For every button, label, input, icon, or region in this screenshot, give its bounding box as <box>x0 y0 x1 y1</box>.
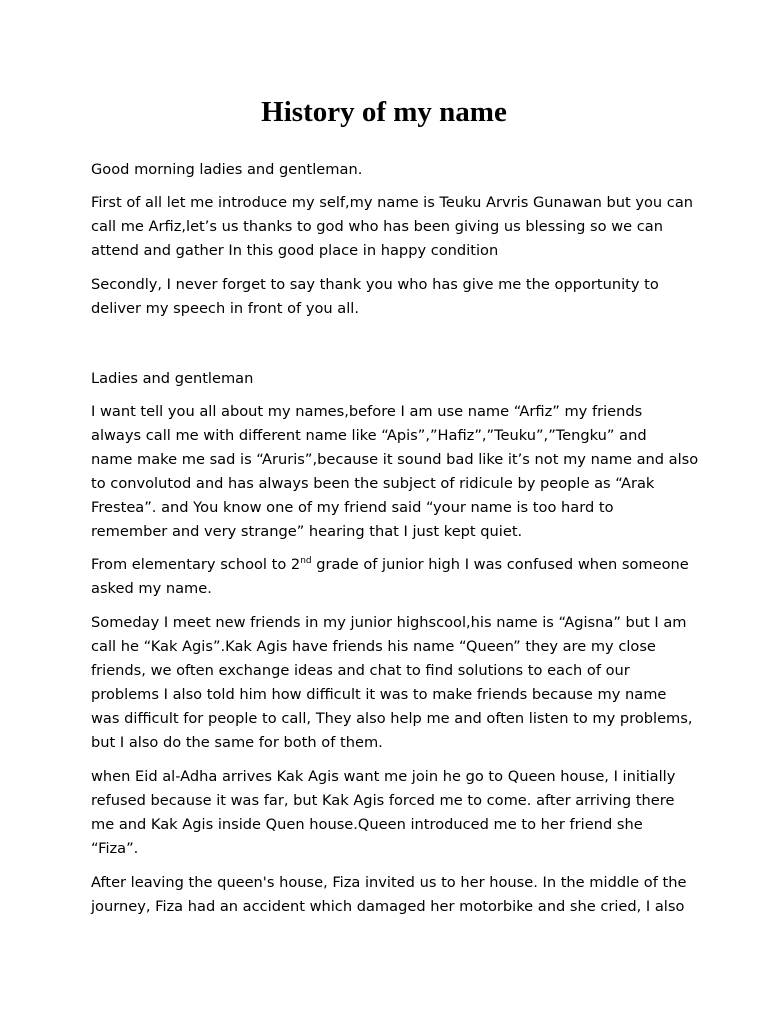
paragraph-friends <box>91 611 691 755</box>
text-line: asked my name. <box>91 580 212 597</box>
text-line: attend and gather In this good place in happy condition <box>91 242 499 259</box>
paragraph-address <box>91 367 691 391</box>
paragraph-thanks <box>91 273 691 321</box>
text-line: deliver my speech in front of you all. <box>91 300 359 317</box>
text-line: friends, we often exchange ideas and chat to find solutions to each of our <box>91 662 630 679</box>
text-line: After leaving the queen's house, Fiza invited us to her house. In the middle of the <box>91 874 687 891</box>
text-line: call me Arfiz,let’s us thanks to god who has been giving us blessing so we can <box>91 218 663 235</box>
ordinal-suffix: nd <box>300 556 312 566</box>
text-line: problems I also told him how difficult it was to make friends because my name <box>91 686 667 703</box>
text-segment: grade of junior high I was confused when someone <box>311 556 689 573</box>
text-line: Frestea”. and You know one of my friend said “your name is too hard to <box>91 499 614 516</box>
text-line: when Eid al-Adha arrives Kak Agis want me join he go to Queen house, I initially <box>91 768 676 785</box>
text-line: refused because it was far, but Kak Agis forced me to come. after arriving there <box>91 792 675 809</box>
text-line: to convolutod and has always been the subject of ridicule by people as “Arak <box>91 475 655 492</box>
text-line: First of all let me introduce my self,my name is Teuku Arvris Gunawan but you can <box>91 194 694 211</box>
text-line: Secondly, I never forget to say thank you who has give me the opportunity to <box>91 276 659 293</box>
text-line <box>91 553 691 577</box>
text-line: remember and very strange” hearing that I just kept quiet. <box>91 523 523 540</box>
paragraph-school <box>91 553 691 601</box>
text-line: Someday I meet new friends in my junior highscool,his name is “Agisna” but I am <box>91 614 687 631</box>
text-line: journey, Fiza had an accident which damaged her motorbike and she cried, I also <box>91 898 685 915</box>
paragraph-names <box>91 400 699 544</box>
text-line: Good morning ladies and gentleman. <box>91 161 363 178</box>
text-line: name make me sad is “Aruris”,because it sound bad like it’s not my name and also <box>91 451 699 468</box>
text-line: was difficult for people to call, They also help me and often listen to my problems, <box>91 710 693 727</box>
text-segment: From elementary school to 2 <box>91 556 301 573</box>
text-line: Ladies and gentleman <box>91 370 254 387</box>
paragraph-greeting <box>91 158 691 182</box>
text-line: call he “Kak Agis”.Kak Agis have friends his name “Queen” they are my close <box>91 638 656 655</box>
document-title: History of my name <box>261 96 507 128</box>
text-line: but I also do the same for both of them. <box>91 734 383 751</box>
text-line: I want tell you all about my names,before I am use name “Arfiz” my friends <box>91 403 643 420</box>
paragraph-eid <box>91 765 691 861</box>
paragraph-introduction <box>91 191 694 263</box>
text-line: “Fiza”. <box>91 840 139 857</box>
text-line: always call me with different name like “Apis”,”Hafiz”,”Teuku”,”Tengku” and <box>91 427 647 444</box>
paragraph-accident <box>91 871 691 919</box>
text-line: me and Kak Agis inside Quen house.Queen introduced me to her friend she <box>91 816 643 833</box>
